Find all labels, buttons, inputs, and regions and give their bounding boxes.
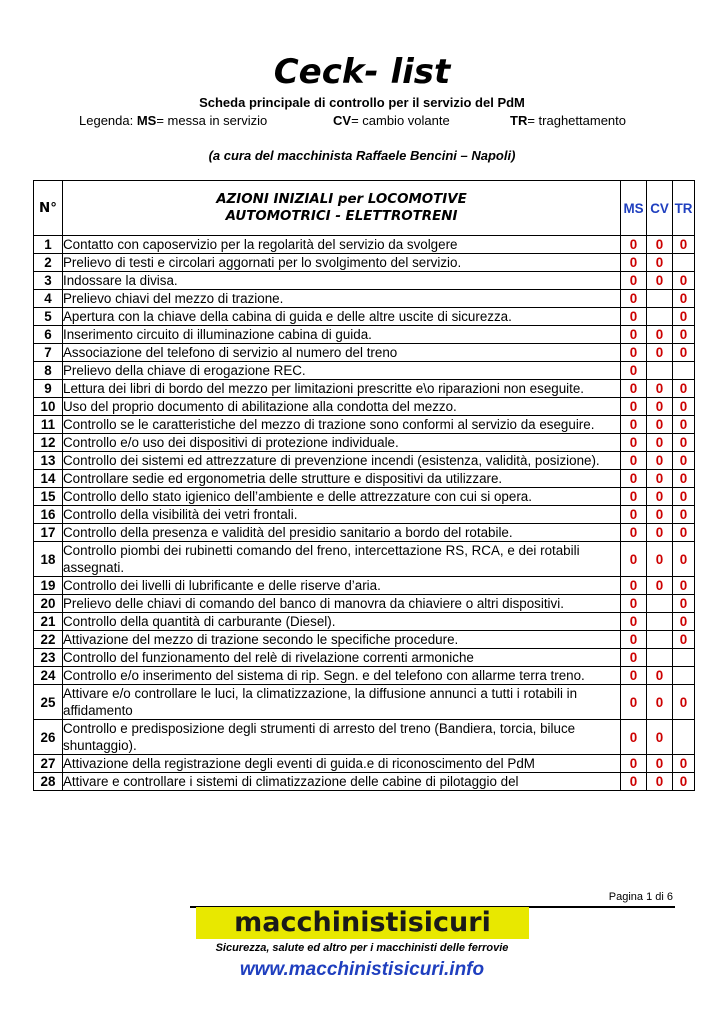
table-row: [34, 595, 695, 613]
row-cv-marker: 0: [655, 668, 664, 683]
row-ms-marker: 0: [629, 507, 638, 522]
document-subtitle: Scheda principale di controllo per il servizio del PdM: [199, 95, 525, 110]
row-number: 5: [34, 308, 63, 326]
row-number: 17: [34, 524, 63, 542]
row-action-text: Indossare la divisa.: [63, 272, 621, 290]
row-tr-cell: [673, 542, 695, 577]
row-cv-marker: 0: [655, 578, 664, 593]
table-row: [34, 434, 695, 452]
table-row: [34, 254, 695, 272]
row-ms-marker: 0: [629, 273, 638, 288]
row-tr-marker: 0: [679, 381, 688, 396]
row-tr-marker: 0: [679, 578, 688, 593]
row-action-text: Prelievo delle chiavi di comando del banco di manovra da chiaviere o altri dispositivi.: [63, 595, 621, 613]
table-row: [34, 290, 695, 308]
row-ms-cell: [621, 631, 647, 649]
row-cv-marker: 0: [655, 551, 664, 567]
row-cv-cell: [647, 773, 673, 791]
row-action-text: Prelievo della chiave di erogazione REC.: [63, 362, 621, 380]
table-row: [34, 577, 695, 595]
row-tr-cell: [673, 506, 695, 524]
row-ms-cell: [621, 488, 647, 506]
header-ms: MS: [621, 181, 647, 236]
row-ms-cell: [621, 344, 647, 362]
header-actions-title: [63, 181, 621, 236]
row-number: 10: [34, 398, 63, 416]
row-cv-cell: [647, 326, 673, 344]
row-action-text: Associazione del telefono di servizio al numero del treno: [63, 344, 621, 362]
row-cv-cell: [647, 308, 673, 326]
row-cv-cell: [647, 577, 673, 595]
row-cv-cell: [647, 488, 673, 506]
row-ms-marker: 0: [629, 255, 638, 270]
legend-cv-text: = cambio volante: [351, 113, 450, 128]
table-row: [34, 272, 695, 290]
row-number: 4: [34, 290, 63, 308]
row-tr-marker: 0: [679, 694, 688, 710]
row-cv-cell: [647, 667, 673, 685]
row-cv-marker: 0: [655, 399, 664, 414]
row-cv-cell: [647, 755, 673, 773]
site-tagline: Sicurezza, salute ed altro per i macchinisti delle ferrovie: [215, 942, 509, 954]
row-ms-marker: 0: [629, 381, 638, 396]
row-ms-cell: [621, 542, 647, 577]
row-tr-cell: [673, 667, 695, 685]
row-number: 18: [34, 542, 63, 577]
row-tr-cell: [673, 272, 695, 290]
row-ms-marker: 0: [629, 551, 638, 567]
row-ms-marker: 0: [629, 363, 638, 378]
row-ms-marker: 0: [629, 471, 638, 486]
legend-ms: [79, 112, 267, 130]
row-ms-marker: 0: [629, 291, 638, 306]
row-ms-cell: [621, 613, 647, 631]
row-cv-cell: [647, 452, 673, 470]
row-tr-cell: [673, 470, 695, 488]
row-tr-marker: 0: [679, 273, 688, 288]
row-cv-marker: 0: [655, 453, 664, 468]
row-action-text: Controllo e/o inserimento del sistema di rip. Segn. e del telefono con allarme terra treno.: [63, 667, 621, 685]
row-number: 7: [34, 344, 63, 362]
row-action-text: Controllo piombi dei rubinetti comando del freno, intercettazione RS, RCA, e dei rotabili assegnati.: [63, 542, 621, 577]
row-tr-marker: 0: [679, 327, 688, 342]
row-cv-cell: [647, 416, 673, 434]
row-number: 11: [34, 416, 63, 434]
row-ms-cell: [621, 272, 647, 290]
table-row: [34, 380, 695, 398]
row-cv-cell: [647, 272, 673, 290]
row-tr-marker: 0: [679, 614, 688, 629]
row-cv-cell: [647, 542, 673, 577]
row-tr-marker: 0: [679, 237, 688, 252]
row-action-text: Controllo della presenza e validità del presidio sanitario a bordo del rotabile.: [63, 524, 621, 542]
table-row: [34, 236, 695, 254]
header-number: N°: [34, 181, 63, 236]
site-logo: [196, 907, 529, 939]
row-action-text: Prelievo di testi e circolari aggornati per lo svolgimento del servizio.: [63, 254, 621, 272]
table-row: [34, 667, 695, 685]
table-row: [34, 488, 695, 506]
legend-cv-key: CV: [333, 113, 352, 128]
row-ms-cell: [621, 667, 647, 685]
table-row: [34, 773, 695, 791]
row-ms-cell: [621, 470, 647, 488]
row-tr-cell: [673, 595, 695, 613]
row-ms-marker: 0: [629, 399, 638, 414]
row-ms-cell: [621, 773, 647, 791]
row-action-text: Attivazione della registrazione degli eventi di guida.e di riconoscimento del PdM: [63, 755, 621, 773]
header-cv: CV: [647, 181, 673, 236]
row-cv-marker: 0: [655, 525, 664, 540]
row-tr-marker: 0: [679, 756, 688, 771]
row-tr-cell: [673, 362, 695, 380]
logo-text: macchinistisicuri: [234, 907, 491, 938]
author-credit: (a cura del macchinista Raffaele Bencini – Napoli): [208, 148, 516, 163]
row-action-text: Lettura dei libri di bordo del mezzo per limitazioni prescritte e\o riparazioni non eseguite.: [63, 380, 621, 398]
row-cv-cell: [647, 595, 673, 613]
row-ms-marker: 0: [629, 774, 638, 789]
table-row: [34, 398, 695, 416]
row-cv-marker: 0: [655, 489, 664, 504]
row-ms-marker: 0: [629, 453, 638, 468]
row-ms-cell: [621, 308, 647, 326]
row-ms-marker: 0: [629, 578, 638, 593]
row-cv-marker: 0: [655, 417, 664, 432]
row-cv-cell: [647, 613, 673, 631]
row-tr-marker: 0: [679, 291, 688, 306]
row-cv-cell: [647, 506, 673, 524]
legend-tr-key: TR: [510, 113, 528, 128]
row-ms-marker: 0: [629, 729, 638, 745]
row-ms-cell: [621, 380, 647, 398]
row-ms-marker: 0: [629, 650, 638, 665]
page-number: Pagina 1 di 6: [608, 891, 673, 903]
row-cv-cell: [647, 236, 673, 254]
row-tr-marker: 0: [679, 435, 688, 450]
row-tr-cell: [673, 613, 695, 631]
legend-tr-text: = traghettamento: [527, 113, 626, 128]
row-ms-cell: [621, 326, 647, 344]
row-cv-cell: [647, 434, 673, 452]
table-row: [34, 613, 695, 631]
row-action-text: Uso del proprio documento di abilitazione alla condotta del mezzo.: [63, 398, 621, 416]
row-tr-marker: 0: [679, 774, 688, 789]
table-row: [34, 506, 695, 524]
row-number: 25: [34, 685, 63, 720]
row-number: 23: [34, 649, 63, 667]
header-tr: TR: [673, 181, 695, 236]
table-header-row: [34, 181, 695, 236]
row-ms-cell: [621, 236, 647, 254]
row-tr-cell: [673, 488, 695, 506]
row-cv-cell: [647, 380, 673, 398]
table-row: [34, 452, 695, 470]
row-action-text: Contatto con caposervizio per la regolarità del servizio da svolgere: [63, 236, 621, 254]
row-tr-cell: [673, 577, 695, 595]
row-number: 26: [34, 720, 63, 755]
row-ms-cell: [621, 685, 647, 720]
row-ms-cell: [621, 398, 647, 416]
legend-cv: [333, 112, 450, 130]
row-ms-cell: [621, 755, 647, 773]
row-ms-cell: [621, 524, 647, 542]
row-cv-cell: [647, 344, 673, 362]
row-cv-marker: 0: [655, 756, 664, 771]
row-tr-marker: 0: [679, 417, 688, 432]
row-action-text: Prelievo chiavi del mezzo di trazione.: [63, 290, 621, 308]
row-ms-marker: 0: [629, 525, 638, 540]
row-cv-marker: 0: [655, 273, 664, 288]
row-ms-marker: 0: [629, 345, 638, 360]
row-tr-cell: [673, 452, 695, 470]
row-ms-marker: 0: [629, 632, 638, 647]
row-action-text: Controllo dello stato igienico dell’ambiente e delle attrezzature con cui si opera.: [63, 488, 621, 506]
row-action-text: Controllo della quantità di carburante (Diesel).: [63, 613, 621, 631]
row-ms-cell: [621, 434, 647, 452]
row-number: 21: [34, 613, 63, 631]
row-tr-marker: 0: [679, 632, 688, 647]
row-tr-marker: 0: [679, 309, 688, 324]
checklist-table: [33, 180, 695, 791]
row-cv-cell: [647, 470, 673, 488]
row-tr-cell: [673, 344, 695, 362]
row-cv-marker: 0: [655, 237, 664, 252]
table-row: [34, 524, 695, 542]
table-row: [34, 649, 695, 667]
row-ms-cell: [621, 506, 647, 524]
row-tr-marker: 0: [679, 399, 688, 414]
row-tr-cell: [673, 308, 695, 326]
row-tr-cell: [673, 434, 695, 452]
row-ms-marker: 0: [629, 489, 638, 504]
row-number: 15: [34, 488, 63, 506]
table-row: [34, 720, 695, 755]
table-row: [34, 685, 695, 720]
row-tr-marker: 0: [679, 596, 688, 611]
table-row: [34, 362, 695, 380]
row-ms-cell: [621, 720, 647, 755]
row-tr-cell: [673, 416, 695, 434]
row-tr-cell: [673, 398, 695, 416]
website-link[interactable]: www.macchinistisicuri.info: [239, 959, 485, 980]
row-number: 12: [34, 434, 63, 452]
row-cv-cell: [647, 524, 673, 542]
row-action-text: Controllo della visibilità dei vetri frontali.: [63, 506, 621, 524]
row-cv-marker: 0: [655, 774, 664, 789]
row-action-text: Attivare e controllare i sistemi di climatizzazione delle cabine di pilotaggio del: [63, 773, 621, 791]
row-number: 1: [34, 236, 63, 254]
row-ms-cell: [621, 595, 647, 613]
row-number: 20: [34, 595, 63, 613]
row-tr-marker: 0: [679, 551, 688, 567]
row-tr-cell: [673, 685, 695, 720]
table-row: [34, 344, 695, 362]
row-tr-cell: [673, 236, 695, 254]
row-number: 19: [34, 577, 63, 595]
table-row: [34, 326, 695, 344]
row-action-text: Controllo e/o uso dei dispositivi di protezione individuale.: [63, 434, 621, 452]
row-tr-cell: [673, 631, 695, 649]
row-number: 14: [34, 470, 63, 488]
legend-label: Legenda:: [79, 113, 137, 128]
table-row: [34, 631, 695, 649]
row-number: 9: [34, 380, 63, 398]
row-cv-cell: [647, 649, 673, 667]
table-row: [34, 542, 695, 577]
row-cv-marker: 0: [655, 729, 664, 745]
row-cv-marker: 0: [655, 694, 664, 710]
row-tr-cell: [673, 649, 695, 667]
row-cv-marker: 0: [655, 327, 664, 342]
row-action-text: Attivazione del mezzo di trazione secondo le specifiche procedure.: [63, 631, 621, 649]
row-ms-marker: 0: [629, 614, 638, 629]
row-action-text: Controllo e predisposizione degli strumenti di arresto del treno (Bandiera, torcia, biluce shuntaggio).: [63, 720, 621, 755]
row-action-text: Apertura con la chiave della cabina di guida e delle altre uscite di sicurezza.: [63, 308, 621, 326]
row-cv-cell: [647, 398, 673, 416]
row-cv-marker: 0: [655, 471, 664, 486]
row-ms-marker: 0: [629, 327, 638, 342]
row-ms-cell: [621, 649, 647, 667]
row-ms-marker: 0: [629, 417, 638, 432]
header-title-line2: AUTOMOTRICI - ELETTROTRENI: [225, 209, 458, 224]
row-cv-cell: [647, 362, 673, 380]
row-cv-cell: [647, 720, 673, 755]
row-action-text: Controllo del funzionamento del relè di rivelazione correnti armoniche: [63, 649, 621, 667]
row-cv-marker: 0: [655, 255, 664, 270]
row-tr-cell: [673, 380, 695, 398]
row-number: 16: [34, 506, 63, 524]
table-row: [34, 308, 695, 326]
row-ms-cell: [621, 416, 647, 434]
row-ms-cell: [621, 577, 647, 595]
row-tr-marker: 0: [679, 453, 688, 468]
row-cv-marker: 0: [655, 345, 664, 360]
table-row: [34, 470, 695, 488]
row-number: 8: [34, 362, 63, 380]
row-tr-marker: 0: [679, 525, 688, 540]
row-number: 28: [34, 773, 63, 791]
row-number: 2: [34, 254, 63, 272]
row-number: 22: [34, 631, 63, 649]
row-ms-cell: [621, 290, 647, 308]
row-tr-cell: [673, 720, 695, 755]
row-number: 27: [34, 755, 63, 773]
row-ms-marker: 0: [629, 756, 638, 771]
row-tr-cell: [673, 755, 695, 773]
row-ms-cell: [621, 362, 647, 380]
row-number: 3: [34, 272, 63, 290]
row-ms-marker: 0: [629, 668, 638, 683]
legend-ms-key: MS: [136, 113, 157, 128]
row-action-text: Inserimento circuito di illuminazione cabina di guida.: [63, 326, 621, 344]
row-tr-marker: 0: [679, 489, 688, 504]
table-row: [34, 416, 695, 434]
row-cv-marker: 0: [655, 507, 664, 522]
row-tr-marker: 0: [679, 507, 688, 522]
row-cv-marker: 0: [655, 381, 664, 396]
row-ms-cell: [621, 254, 647, 272]
row-ms-marker: 0: [629, 694, 638, 710]
row-tr-cell: [673, 290, 695, 308]
row-action-text: Controllo se le caratteristiche del mezzo di trazione sono conformi al servizio da eseguire.: [63, 416, 621, 434]
legend-tr: [510, 112, 626, 130]
row-ms-marker: 0: [629, 237, 638, 252]
row-cv-cell: [647, 685, 673, 720]
row-tr-cell: [673, 254, 695, 272]
row-tr-marker: 0: [679, 345, 688, 360]
document-title: Ceck- list: [273, 52, 451, 92]
row-cv-marker: 0: [655, 435, 664, 450]
row-action-text: Controllare sedie ed ergonometria delle strutture e dispositivi da utilizzare.: [63, 470, 621, 488]
row-ms-marker: 0: [629, 309, 638, 324]
row-tr-cell: [673, 524, 695, 542]
row-tr-cell: [673, 773, 695, 791]
row-cv-cell: [647, 631, 673, 649]
row-action-text: Controllo dei livelli di lubrificante e delle riserve d’aria.: [63, 577, 621, 595]
row-action-text: Attivare e/o controllare le luci, la climatizzazione, la diffusione annunci a tutti i rotabili in affidamento: [63, 685, 621, 720]
legend-ms-text: = messa in servizio: [156, 113, 268, 128]
row-number: 13: [34, 452, 63, 470]
header-title-line1: AZIONI INIZIALI per LOCOMOTIVE: [216, 192, 467, 207]
row-tr-marker: 0: [679, 471, 688, 486]
row-number: 6: [34, 326, 63, 344]
row-ms-cell: [621, 452, 647, 470]
row-action-text: Controllo dei sistemi ed attrezzature di prevenzione incendi (esistenza, validità, posizione).: [63, 452, 621, 470]
table-row: [34, 755, 695, 773]
row-number: 24: [34, 667, 63, 685]
row-ms-marker: 0: [629, 596, 638, 611]
row-ms-marker: 0: [629, 435, 638, 450]
row-tr-cell: [673, 326, 695, 344]
row-cv-cell: [647, 254, 673, 272]
row-cv-cell: [647, 290, 673, 308]
